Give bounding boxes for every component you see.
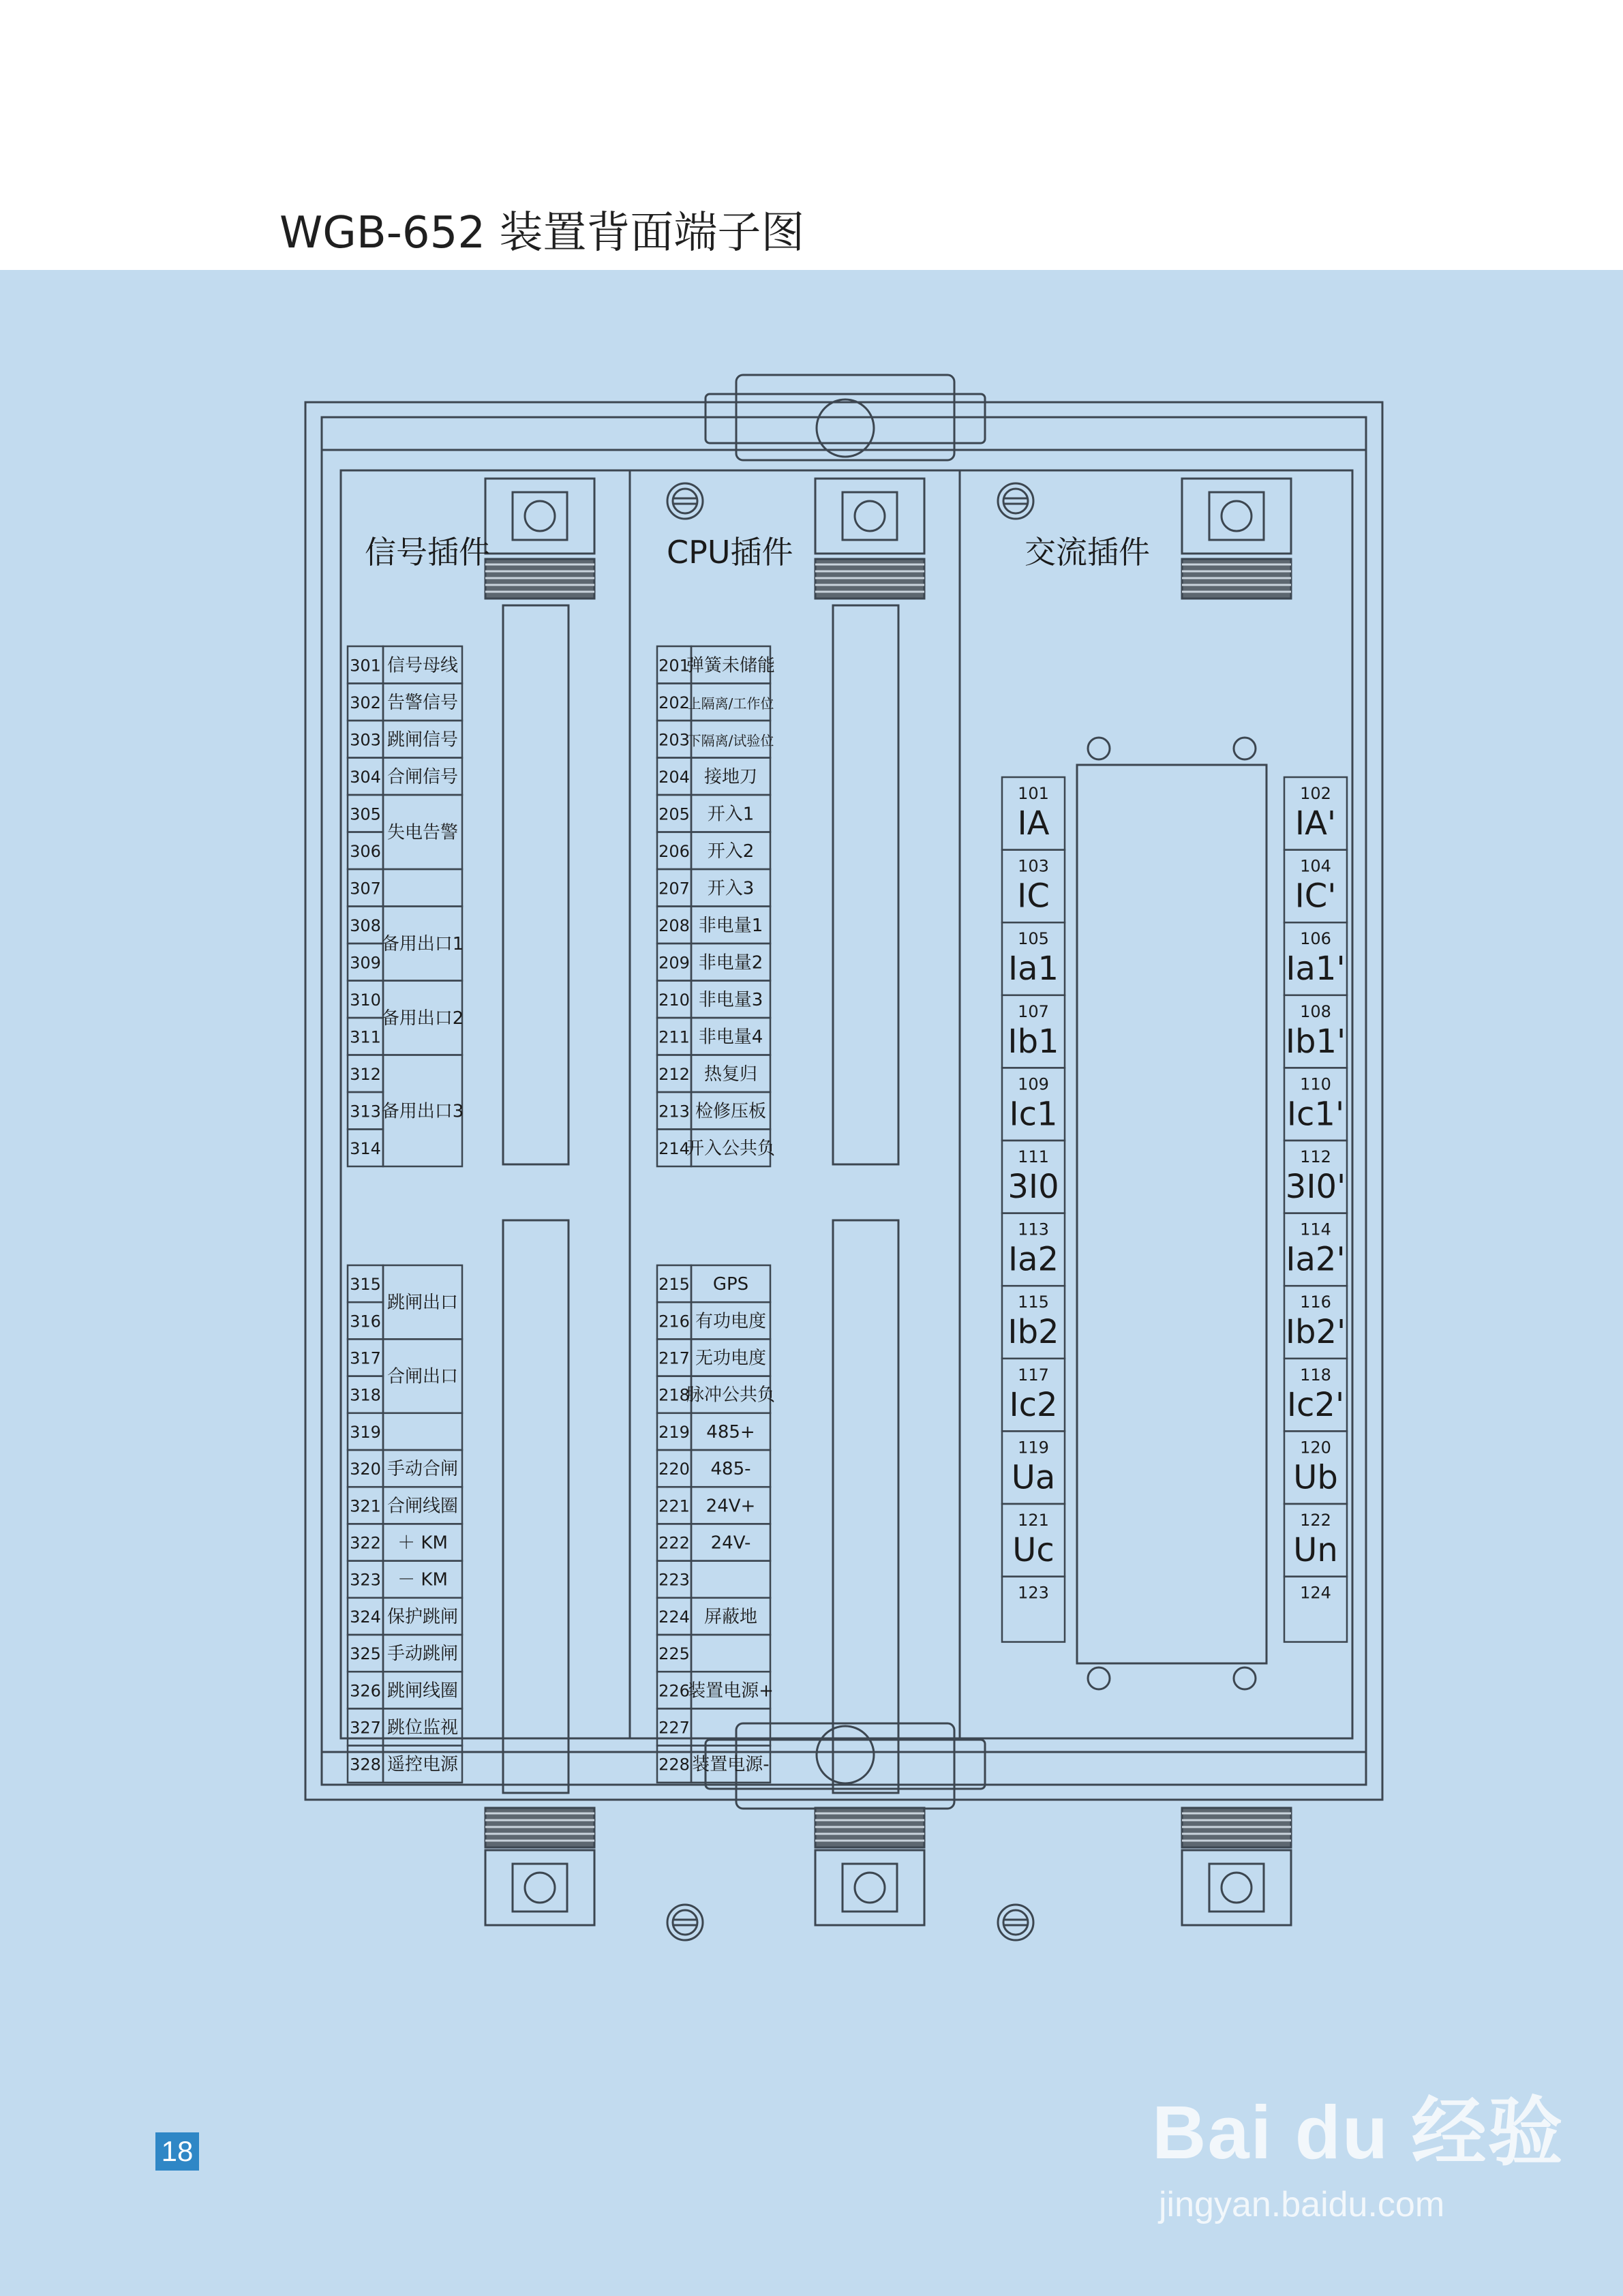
page-number: 18 [155,2132,199,2171]
terminal-group [657,1302,770,1339]
terminal-number: 314 [350,1138,381,1158]
cpu-top-handle [815,479,924,599]
terminal-group [657,1561,770,1598]
terminal-group [657,1413,770,1450]
terminal-group [657,795,770,832]
terminal-label: 有功电度 [695,1311,767,1332]
terminal-group [348,1055,464,1167]
terminal-group [657,1598,770,1635]
terminal-label: 屏蔽地 [703,1606,758,1627]
terminal-label: 开入1 [707,804,755,825]
terminal-number: 311 [350,1027,381,1047]
terminal-group [657,1339,770,1376]
terminal-group [657,981,770,1018]
terminal-label: 跳闸线圈 [386,1680,459,1702]
terminal-number: 301 [350,656,381,676]
terminal-label: 上隔离/工作位 [687,695,774,712]
terminal-number: 316 [350,1312,381,1331]
ac-bottom-screw [998,1905,1033,1940]
ac-terminal-number: 121 [1018,1511,1049,1530]
ac-terminal-label: IC [1017,877,1050,916]
ac-terminal-label: Ib2 [1007,1313,1059,1352]
ac-terminal-number: 106 [1300,929,1331,949]
terminal-number: 202 [658,693,690,712]
terminal-label: 开入3 [707,878,755,899]
terminal-number: 217 [658,1348,690,1368]
ac-terminal-number: 113 [1018,1220,1049,1239]
terminal-label: 备用出口2 [381,1008,464,1029]
terminal-number: 221 [658,1496,690,1516]
ac-terminal-number: 108 [1300,1001,1331,1021]
terminal-number: 312 [350,1064,381,1084]
terminal-group [657,721,774,758]
terminal-label: 告警信号 [386,692,459,713]
terminal-label: 开入2 [707,841,755,862]
ac-terminal-label: Uc [1012,1531,1055,1569]
bottom-mount-screw [817,1726,874,1783]
terminal-number: 317 [350,1348,381,1368]
terminal-group [348,1487,462,1524]
terminal-group [348,758,462,796]
terminal-group [657,1487,770,1524]
ac-terminal-number: 103 [1018,856,1049,876]
ac-center-block [1077,765,1266,1663]
ac-terminal-number: 118 [1300,1365,1331,1385]
ac-terminal-number: 122 [1300,1511,1331,1530]
terminal-number: 321 [350,1496,381,1516]
terminal-number: 204 [658,767,690,787]
chassis-outer [305,402,1382,1800]
ac-terminal-label: Ub [1293,1458,1338,1497]
ac-terminal-number: 114 [1300,1220,1331,1239]
ac-top-screw [998,483,1033,519]
ac-terminal-number: 104 [1300,856,1331,876]
ac-terminal-label: Ib1 [1007,1022,1059,1061]
terminal-number: 222 [658,1533,690,1553]
terminal-number: 214 [658,1138,690,1158]
ac-terminal-number: 119 [1018,1438,1049,1457]
terminal-label: 检修压板 [695,1101,767,1122]
terminal-group [657,1672,774,1708]
terminal-label: 手动合闸 [386,1459,459,1480]
terminal-number: 323 [350,1570,381,1590]
terminal-label: 热复归 [703,1063,758,1085]
terminal-group [657,684,774,721]
terminal-label: 备用出口1 [381,934,464,954]
terminal-number: 308 [350,916,381,935]
terminal-label: 遥控电源 [386,1754,459,1775]
terminal-group [348,1524,462,1560]
terminal-number: 220 [658,1460,690,1479]
terminal-number: 225 [658,1644,690,1664]
terminal-label: 非电量2 [698,952,763,973]
terminal-label: 24V- [710,1532,751,1554]
ac-terminal-label: Ua [1011,1458,1056,1497]
terminal-number: 315 [350,1275,381,1295]
terminal-label: 跳闸信号 [386,729,459,751]
terminal-number: 305 [350,804,381,824]
terminal-number: 206 [658,841,690,861]
page-title: WGB-652 装置背面端子图 [279,208,805,258]
terminal-number: 313 [350,1102,381,1121]
cpu-bottom-screw [667,1905,703,1940]
terminal-number: 205 [658,804,690,824]
terminal-group [657,1635,770,1672]
terminal-group [657,1376,775,1413]
terminal-number: 207 [658,879,690,898]
terminal-label: 非电量4 [698,1027,763,1048]
terminal-group [348,795,462,869]
terminal-label: 脉冲公共负 [686,1385,776,1406]
ac-terminal-number: 124 [1300,1583,1331,1603]
ac-terminal-number: 107 [1018,1001,1049,1021]
terminal-group [348,869,462,907]
terminal-group [657,907,770,944]
watermark-url: jingyan.baidu.com [1159,2185,1445,2224]
terminal-group [657,646,775,684]
terminal-group [348,1413,462,1450]
terminal-group [348,981,464,1055]
terminal-number: 209 [658,953,690,973]
terminal-group [348,1561,462,1598]
watermark-brand: Bai du 经验 [1152,2091,1564,2175]
chassis-inner [322,417,1366,1785]
terminal-group [348,646,462,684]
terminal-group [657,758,770,796]
terminal-group [657,1524,770,1560]
top-mount-screw [817,399,874,457]
terminal-number: 303 [350,730,381,750]
terminal-label: 装置电源- [692,1754,770,1775]
terminal-number: 304 [350,767,381,787]
terminal-number: 326 [350,1681,381,1701]
ac-terminal-label: IC' [1294,877,1337,916]
ac-module-title: 交流插件 [1025,534,1150,571]
terminal-label: 装置电源+ [688,1680,774,1702]
signal-top-handle [485,479,594,599]
terminal-label: 下隔离/试验位 [687,732,774,749]
terminal-label: 合闸线圈 [386,1496,459,1517]
ac-terminal-number: 110 [1300,1074,1331,1094]
terminal-number: 325 [350,1644,381,1664]
ac-terminal-label: Ia2' [1286,1240,1346,1279]
terminal-group [657,1265,770,1302]
terminal-group [348,1708,462,1745]
ac-terminal-number: 111 [1018,1147,1049,1166]
ac-terminal-label: Un [1293,1531,1338,1569]
terminal-label: GPS [712,1274,749,1295]
terminal-label: ＋ KM [397,1532,448,1554]
terminal-label: 跳位监视 [386,1717,459,1738]
ac-terminal-label: Ib2' [1285,1313,1346,1352]
ac-terminal-label: IA' [1294,804,1337,843]
terminal-group [657,1018,770,1055]
ac-terminal-number: 101 [1018,784,1049,803]
terminal-label: 失电告警 [386,822,459,843]
terminal-number: 219 [658,1422,690,1442]
terminal-label: 合闸信号 [386,766,459,787]
terminal-number: 223 [658,1570,690,1590]
ac-terminal-number: 112 [1300,1147,1331,1166]
ac-terminal-number: 120 [1300,1438,1331,1457]
ac-terminal-number: 105 [1018,929,1049,949]
terminal-group [348,684,462,721]
ac-terminal-number: 123 [1018,1583,1049,1603]
terminal-label: － KM [397,1569,448,1590]
terminal-label: 24V+ [706,1496,756,1517]
terminal-number: 328 [350,1755,381,1774]
ac-terminal-label: Ia1 [1007,950,1059,988]
terminal-group [657,1092,770,1130]
ac-terminal-label: Ib1' [1285,1022,1346,1061]
ac-terminal-label: Ic1 [1009,1095,1058,1134]
terminal-label: 备用出口3 [381,1101,464,1122]
terminal-label: 弹簧未储能 [686,655,776,676]
ac-terminal-label: Ia2 [1007,1240,1059,1279]
terminal-number: 224 [658,1607,690,1627]
terminal-number: 208 [658,916,690,935]
terminal-label: 合闸出口 [386,1366,459,1387]
terminal-number: 306 [350,841,381,861]
terminal-group [348,1672,462,1708]
terminal-group [348,907,464,981]
terminal-group [348,721,462,758]
ac-terminal-label: Ic2' [1286,1385,1345,1424]
terminal-number: 218 [658,1385,690,1405]
ac-top-handle [1182,479,1291,599]
terminal-label: 485+ [706,1421,755,1442]
terminal-group [348,1635,462,1672]
terminal-group [657,1130,775,1167]
ac-bottom-handle [1182,1808,1291,1925]
terminal-group [348,1265,462,1339]
terminal-label: 无功电度 [695,1348,767,1369]
terminal-number: 203 [658,730,690,750]
terminal-number: 227 [658,1718,690,1738]
cpu-top-screw [667,483,703,519]
terminal-number: 215 [658,1275,690,1295]
terminal-label: 接地刀 [703,766,758,787]
watermark [1152,2072,1564,2225]
terminal-label: 开入公共负 [686,1138,776,1159]
terminal-number: 210 [658,990,690,1010]
terminal-number: 309 [350,953,381,973]
ac-terminal-strip [1002,777,1065,1642]
ac-terminal-label: Ic1' [1286,1095,1345,1134]
terminal-number: 318 [350,1385,381,1405]
terminal-number: 201 [658,656,690,676]
ac-terminal-label: IA [1017,804,1050,843]
ac-terminal-label: 3I0' [1285,1168,1346,1206]
terminal-label: 485- [710,1459,751,1480]
ac-terminal-number: 115 [1018,1293,1049,1312]
terminal-group [348,1598,462,1635]
terminal-number: 212 [658,1064,690,1084]
ac-terminal-number: 116 [1300,1293,1331,1312]
terminal-number: 322 [350,1533,381,1553]
terminal-number: 319 [350,1422,381,1442]
terminal-group [657,869,770,907]
terminal-number: 216 [658,1312,690,1331]
terminal-number: 310 [350,990,381,1010]
terminal-label: 信号母线 [386,655,459,676]
ac-terminal-label: Ic2 [1009,1385,1058,1424]
terminal-group [657,1055,770,1093]
terminal-label: 非电量1 [698,915,763,936]
terminal-label: 保护跳闸 [386,1606,459,1627]
terminal-group [348,1450,462,1487]
signal-bottom-handle [485,1808,594,1925]
terminal-number: 320 [350,1460,381,1479]
terminal-number: 213 [658,1102,690,1121]
terminal-group [657,832,770,870]
terminal-group [348,1339,462,1413]
ac-terminal-number: 102 [1300,784,1331,803]
terminal-label: 非电量3 [698,989,763,1010]
ac-terminal-number: 117 [1018,1365,1049,1385]
cpu-bottom-handle [815,1808,924,1925]
terminal-label: 跳闸出口 [386,1293,459,1314]
terminal-number: 211 [658,1027,690,1047]
ac-terminal-number: 109 [1018,1074,1049,1094]
terminal-number: 327 [350,1718,381,1738]
ac-terminal-label: 3I0 [1007,1168,1059,1206]
terminal-label: 手动跳闸 [386,1644,459,1665]
ac-terminal-strip [1284,777,1347,1642]
signal-module-title: 信号插件 [365,534,490,571]
terminal-group [657,943,770,981]
terminal-number: 228 [658,1755,690,1774]
terminal-number: 307 [350,879,381,898]
terminal-number: 324 [350,1607,381,1627]
terminal-number: 226 [658,1681,690,1701]
ac-terminal-label: Ia1' [1286,950,1346,988]
terminal-group [657,1450,770,1487]
cpu-module-title: CPU插件 [667,534,793,571]
terminal-number: 302 [350,693,381,712]
